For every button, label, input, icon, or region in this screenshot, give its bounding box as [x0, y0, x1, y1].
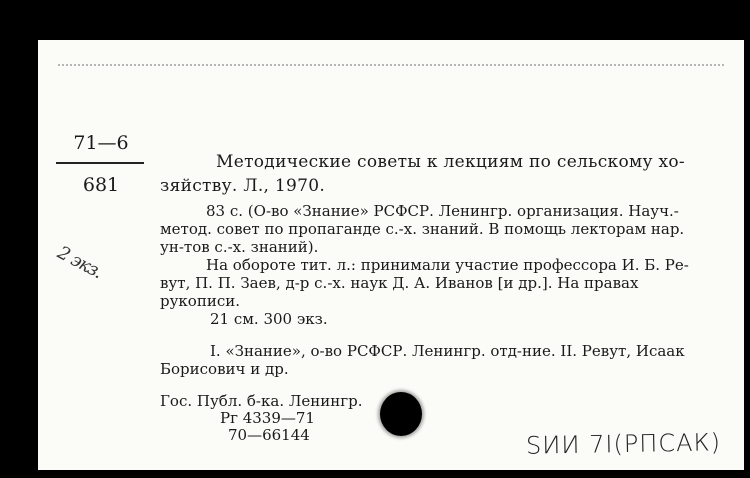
library-line-2: Рг 4339—71: [220, 409, 315, 427]
handwritten-code: SИИ 7I(PПСАК): [525, 428, 722, 460]
description-line-1: 83 с. (О-во «Знание» РСФСР. Ленингр. организация. Науч.-: [206, 202, 679, 220]
subject-line-1: I. «Знание», о-во РСФСР. Ленингр. отд-ние. II. Ревут, Исаак: [210, 342, 685, 360]
title-line-1: Методические советы к лекциям по сельскому хо-: [216, 152, 685, 172]
description-line-3: ун-тов с.-х. знаний).: [160, 238, 319, 256]
library-line-1: Гос. Публ. б-ка. Ленингр.: [160, 392, 363, 410]
shelfmark-divider: [56, 162, 144, 164]
subject-line-2: Борисович и др.: [160, 360, 289, 378]
title-line-2: зяйству. Л., 1970.: [160, 176, 326, 196]
handwritten-copies-note: 2 экз.: [53, 242, 106, 283]
description-line-5: вут, П. П. Заев, д-р с.-х. наук Д. А. Иванов [и др.]. На правах: [160, 274, 639, 292]
shelfmark-top: 71—6: [73, 132, 129, 154]
shelfmark-bottom: 681: [82, 174, 120, 196]
description-line-4: На обороте тит. л.: принимали участие профессора И. Б. Ре-: [206, 256, 689, 274]
format-and-print-run: 21 см. 300 экз.: [210, 310, 328, 328]
library-line-3: 70—66144: [228, 426, 310, 444]
description-line-6: рукописи.: [160, 292, 240, 310]
catalog-card: [38, 40, 744, 470]
description-line-2: метод. совет по пропаганде с.-х. знаний. В помощь лекторам нар.: [160, 220, 685, 238]
ink-blot: [380, 392, 422, 436]
dotted-top-border: [58, 64, 724, 68]
